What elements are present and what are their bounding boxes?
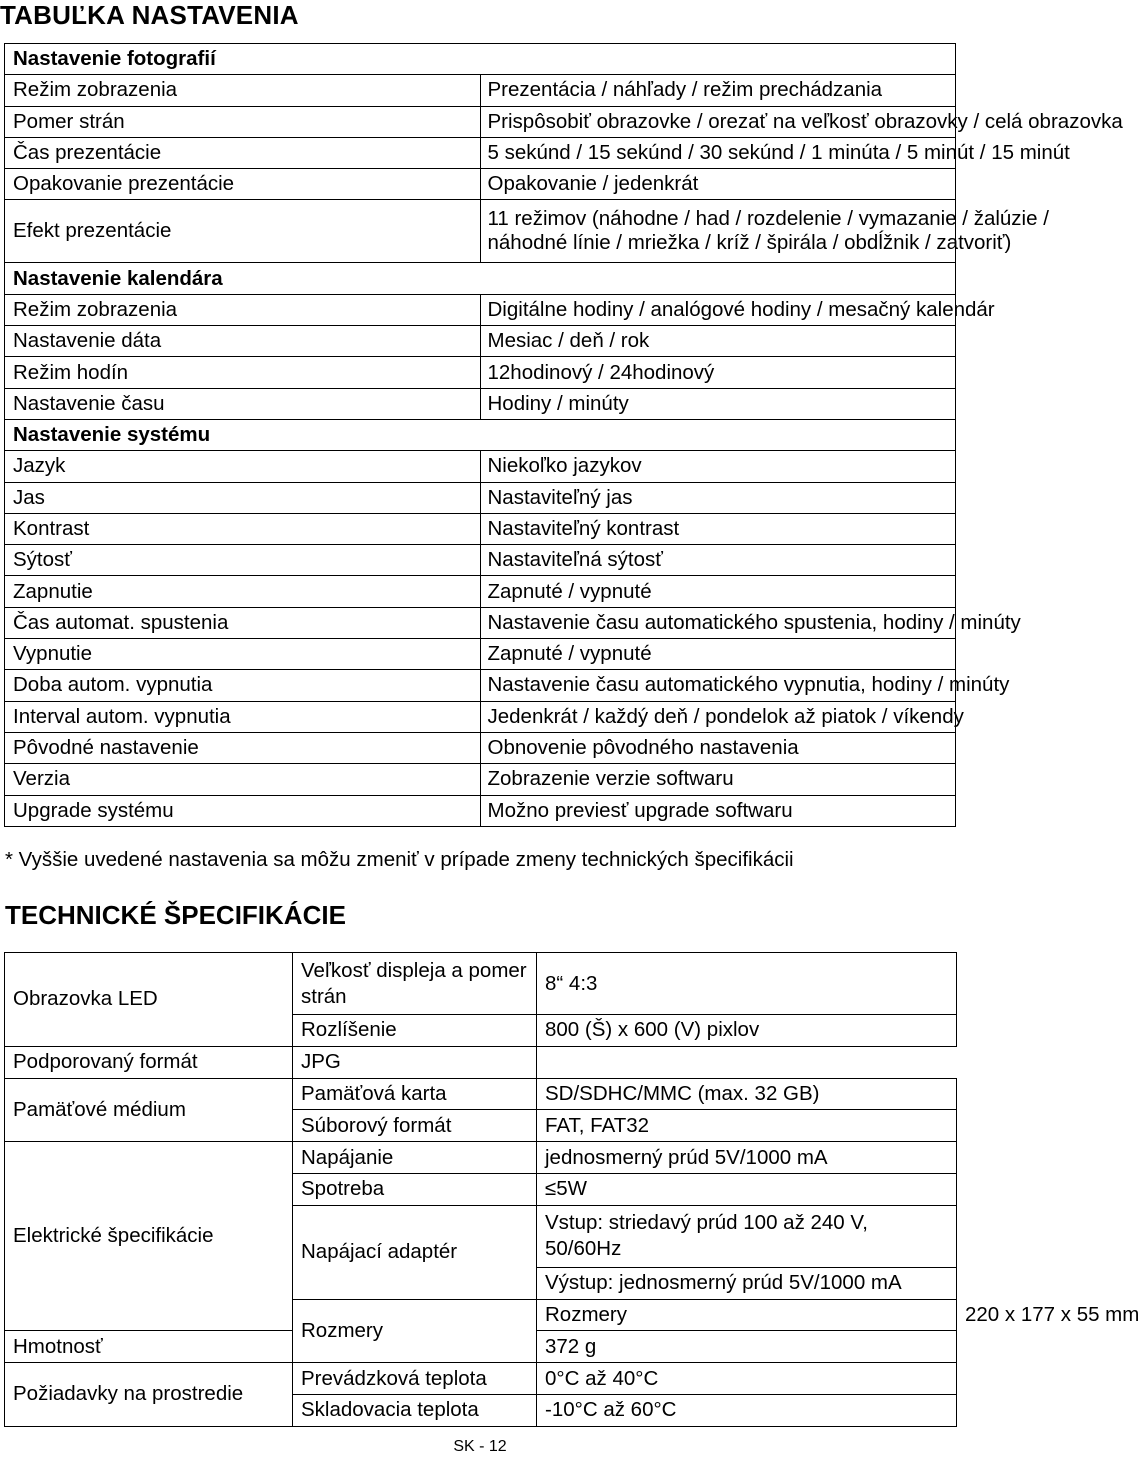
setting-value: Nastavenie času automatického spustenia, hodiny / minúty <box>480 607 956 638</box>
section-row <box>5 263 956 294</box>
table-row <box>5 137 956 168</box>
spec-value: Vstup: striedavý prúd 100 až 240 V, 50/60Hz <box>537 1205 957 1267</box>
setting-label: Verzia <box>5 764 481 795</box>
page-title: TABUĽKA NASTAVENIA <box>0 0 299 30</box>
table-row <box>5 388 956 419</box>
table-row <box>5 607 956 638</box>
spec-label: Napájanie <box>293 1142 537 1174</box>
spec-value: SD/SDHC/MMC (max. 32 GB) <box>537 1078 957 1110</box>
setting-value: Možno previesť upgrade softwaru <box>480 795 956 826</box>
table-row <box>5 670 956 701</box>
footnote: * Vyššie uvedené nastavenia sa môžu zmeniť v prípade zmeny technických špecifikácii <box>5 848 794 871</box>
setting-value-line: náhodné línie / mriežka / kríž / špirála / obdĺžnik / zatvoriť) <box>487 231 1012 255</box>
setting-label: Pôvodné nastavenie <box>5 732 481 763</box>
table-row <box>5 294 956 325</box>
setting-value: Mesiac / deň / rok <box>480 326 956 357</box>
section-heading: Nastavenie kalendára <box>5 263 956 294</box>
table-row <box>5 169 956 200</box>
setting-label: Upgrade systému <box>5 795 481 826</box>
setting-value: Nastaviteľný kontrast <box>480 513 956 544</box>
setting-value: Opakovanie / jedenkrát <box>480 169 956 200</box>
table-row <box>5 545 956 576</box>
spec-group-format: Podporovaný formát <box>5 1046 293 1078</box>
spec-label: Prevádzková teplota <box>293 1363 537 1395</box>
section-heading: Nastavenie fotografií <box>5 44 956 75</box>
setting-label: Pomer strán <box>5 106 481 137</box>
setting-value: Nastaviteľná sýtosť <box>480 545 956 576</box>
spec-group-memory: Pamäťové médium <box>5 1078 293 1142</box>
setting-label: Nastavenie času <box>5 388 481 419</box>
spec-value: 800 (Š) x 600 (V) pixlov <box>537 1015 957 1047</box>
spec-value: ≤5W <box>537 1173 957 1205</box>
spec-empty <box>537 1046 957 1078</box>
spec-group-electrical: Elektrické špecifikácie <box>5 1142 293 1331</box>
setting-label: Nastavenie dáta <box>5 326 481 357</box>
spec-group-dimensions: Rozmery <box>293 1299 537 1363</box>
setting-label: Efekt prezentácie <box>5 200 481 263</box>
setting-label: Doba autom. vypnutia <box>5 670 481 701</box>
setting-value-line: 11 režimov (náhodne / had / rozdelenie / vymazanie / žalúzie / <box>487 207 1049 231</box>
setting-value: Nastaviteľný jas <box>480 482 956 513</box>
setting-label: Jazyk <box>5 451 481 482</box>
spec-label: Veľkosť displeja a pomer strán <box>293 953 537 1015</box>
spec-group-screen: Obrazovka LED <box>5 953 293 1047</box>
table-row <box>5 732 956 763</box>
spec-value: 372 g <box>537 1331 957 1363</box>
setting-label: Zapnutie <box>5 576 481 607</box>
setting-value: Obnovenie pôvodného nastavenia <box>480 732 956 763</box>
setting-label: Režim zobrazenia <box>5 294 481 325</box>
spec-label: Rozmery <box>537 1299 957 1331</box>
table-row <box>5 326 956 357</box>
setting-value: Digitálne hodiny / analógové hodiny / mesačný kalendár <box>480 294 956 325</box>
setting-value: Niekoľko jazykov <box>480 451 956 482</box>
table-row <box>5 576 956 607</box>
spec-value: jednosmerný prúd 5V/1000 mA <box>537 1142 957 1174</box>
table-row <box>5 639 956 670</box>
spec-label: Spotreba <box>293 1173 537 1205</box>
setting-value: Zapnuté / vypnuté <box>480 576 956 607</box>
setting-value: 5 sekúnd / 15 sekúnd / 30 sekúnd / 1 minúta / 5 minút / 15 minút <box>480 137 956 168</box>
setting-label: Opakovanie prezentácie <box>5 169 481 200</box>
spec-label: Napájací adaptér <box>293 1205 537 1299</box>
section-row <box>5 419 956 450</box>
setting-label: Interval autom. vypnutia <box>5 701 481 732</box>
specs-table: Obrazovka LED Veľkosť displeja a pomer strán 8“ 4:3 Rozlíšenie 800 (Š) x 600 (V) pixlov Podporovaný formát JPG Pamäťové médium Pamäťová karta SD/SDHC/MMC (max. 32 GB) Súborový formát FAT, FAT32 Elektrické špecifikácie Napájanie jednosmerný prúd 5V/1000 mA Spotreba ≤5W Napájací adaptér Vstup: striedavý prúd 100 až 240 V, 50/60Hz Výstup: jednosmerný prúd 5V/1000 mA Rozmery Rozmery 220 x 177 x 55 mm Hmotnosť 372 g Požiadavky na prostredie Prevádzková teplota 0°C až 40°C Skladovacia teplota -10°C až 60°C <box>4 952 957 1427</box>
setting-label: Kontrast <box>5 513 481 544</box>
setting-label: Jas <box>5 482 481 513</box>
spec-value: JPG <box>293 1046 537 1078</box>
setting-label: Čas prezentácie <box>5 137 481 168</box>
spec-value: Výstup: jednosmerný prúd 5V/1000 mA <box>537 1267 957 1299</box>
table-row <box>5 357 956 388</box>
table-row <box>5 701 956 732</box>
spec-label: Súborový formát <box>293 1110 537 1142</box>
setting-value: Prezentácia / náhľady / režim prechádzania <box>480 75 956 106</box>
specs-title: TECHNICKÉ ŠPECIFIKÁCIE <box>5 900 346 930</box>
spec-group-environment: Požiadavky na prostredie <box>5 1363 293 1427</box>
spec-label: Hmotnosť <box>5 1331 293 1363</box>
table-row <box>5 795 956 826</box>
spec-value: -10°C až 60°C <box>537 1394 957 1426</box>
table-row <box>5 75 956 106</box>
settings-table <box>4 43 1123 827</box>
setting-value: Hodiny / minúty <box>480 388 956 419</box>
table-row <box>5 451 956 482</box>
table-row <box>5 764 956 795</box>
spec-value: FAT, FAT32 <box>537 1110 957 1142</box>
section-heading: Nastavenie systému <box>5 419 956 450</box>
table-row <box>5 106 956 137</box>
setting-value: Prispôsobiť obrazovke / orezať na veľkosť obrazovky / celá obrazovka <box>480 106 956 137</box>
setting-label: Sýtosť <box>5 545 481 576</box>
setting-label: Režim hodín <box>5 357 481 388</box>
setting-value: Jedenkrát / každý deň / pondelok až piatok / víkendy <box>480 701 956 732</box>
setting-value: Nastavenie času automatického vypnutia, hodiny / minúty <box>480 670 956 701</box>
setting-label: Vypnutie <box>5 639 481 670</box>
table-row <box>5 482 956 513</box>
setting-value: Zobrazenie verzie softwaru <box>480 764 956 795</box>
table-row <box>5 200 956 263</box>
setting-value <box>480 200 1049 263</box>
spec-value: 8“ 4:3 <box>537 953 957 1015</box>
table-row <box>5 513 956 544</box>
setting-label: Čas automat. spustenia <box>5 607 481 638</box>
spec-label: Skladovacia teplota <box>293 1394 537 1426</box>
spec-label: Rozlíšenie <box>293 1015 537 1047</box>
spec-value: 0°C až 40°C <box>537 1363 957 1395</box>
setting-label: Režim zobrazenia <box>5 75 481 106</box>
setting-value: 12hodinový / 24hodinový <box>480 357 956 388</box>
setting-value: Zapnuté / vypnuté <box>480 639 956 670</box>
spec-label: Pamäťová karta <box>293 1078 537 1110</box>
section-row <box>5 44 956 75</box>
page-number: SK - 12 <box>453 1438 507 1455</box>
